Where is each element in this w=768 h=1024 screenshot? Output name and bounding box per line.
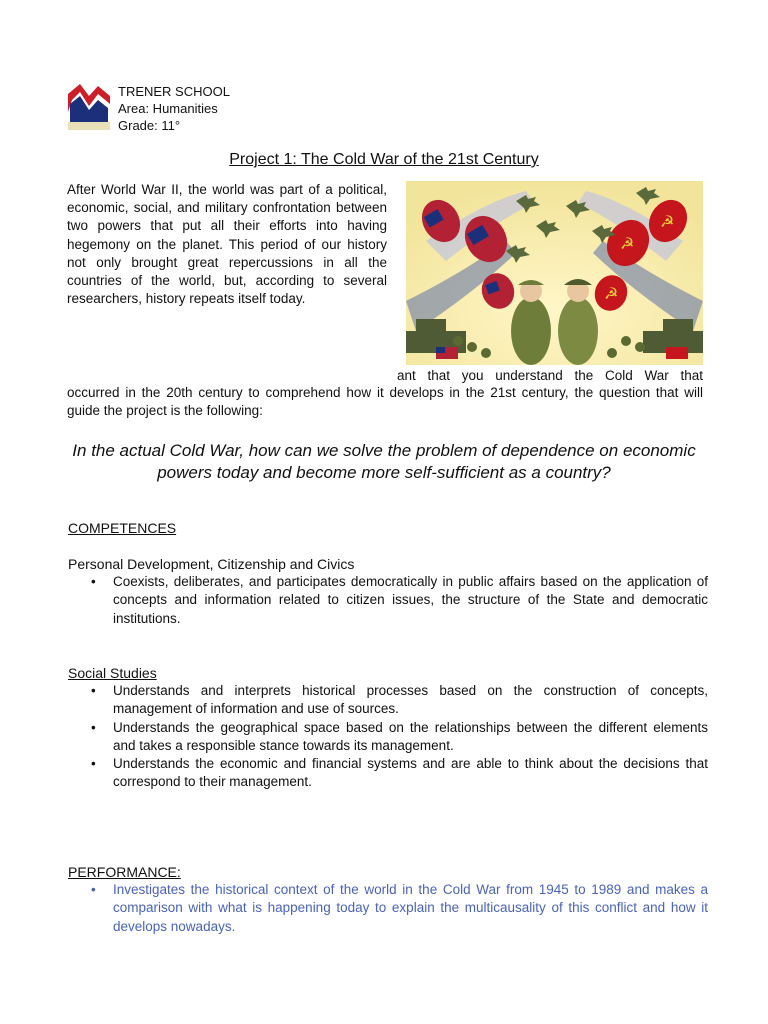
competences-heading: COMPETENCES xyxy=(68,520,177,536)
continuation-paragraph: occurred in the 20th century to comprehend how it develops in the 21st century, the question that will guide the project is the following: xyxy=(67,385,703,418)
performance-heading: PERFORMANCE: xyxy=(68,864,181,880)
cold-war-illustration xyxy=(406,181,703,365)
svg-text:☭: ☭ xyxy=(620,234,635,253)
list-item: • Understands the economic and financial systems and are able to think about the decisions that correspond to their management. xyxy=(113,755,708,792)
social-studies-list xyxy=(68,682,708,792)
guiding-question: In the actual Cold War, how can we solve the problem of dependence on economic powers today and become more self-sufficient as a country? xyxy=(72,441,696,482)
list-item: • Coexists, deliberates, and participates democratically in public affairs based on the application of concepts and information related to citizen issues, the structure of the State and democratic institutions. xyxy=(113,573,708,628)
list-item: • Understands the geographical space based on the relationships between the different elements and takes a responsible stance towards its management. xyxy=(113,719,708,756)
social-studies-heading: Social Studies xyxy=(68,665,157,681)
list-item: • Investigates the historical context of the world in the Cold War from 1945 to 1989 and makes a comparison with what is happening today to explain the multicausality of this conflict and how it develops nowadays. xyxy=(113,881,708,936)
continuation-line: ant that you understand the Cold War that xyxy=(397,368,703,383)
personal-development-list xyxy=(68,573,708,628)
school-logo xyxy=(68,82,110,130)
svg-text:☭: ☭ xyxy=(604,284,619,303)
svg-text:☭: ☭ xyxy=(660,212,675,231)
personal-development-heading: Personal Development, Citizenship and Civics xyxy=(68,556,355,572)
performance-list xyxy=(68,881,708,936)
list-item: • Understands and interprets historical processes based on the construction of concepts, management of information and use of sources. xyxy=(113,682,708,719)
page-title: Project 1: The Cold War of the 21st Century xyxy=(229,151,539,168)
school-name: TRENER SCHOOL xyxy=(118,84,230,99)
grade-label: Grade: 11° xyxy=(118,118,181,133)
area-label: Area: Humanities xyxy=(118,101,218,116)
intro-paragraph: After World War II, the world was part of a political, economic, social, and military confrontation between two powers that put all their efforts into having hegemony on the planet. This period of our history not only brought great repercussions in all the countries of the world, but, according to several researchers, history repeats itself today. xyxy=(67,182,387,307)
